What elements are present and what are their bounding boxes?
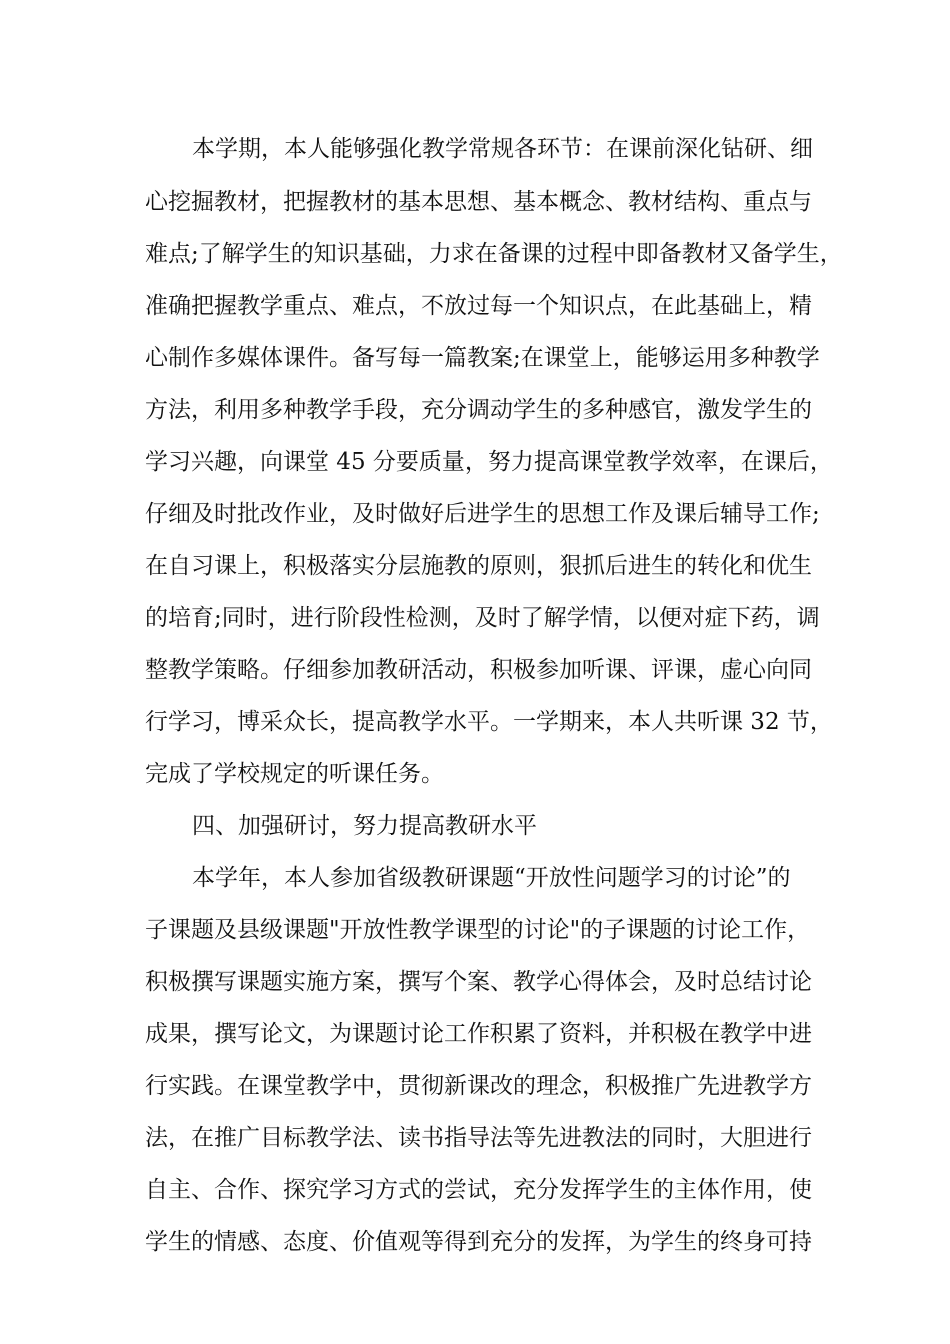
paragraph-line: 在自习课上，积极落实分层施教的原则，狠抓后进生的转化和优生 — [145, 553, 812, 579]
paragraph-line: 本学期，本人能够强化教学常规各环节：在课前深化钻研、细 — [192, 136, 813, 162]
paragraph-line: 完成了学校规定的听课任务。 — [145, 761, 444, 787]
paragraph-line: 学习兴趣，向课堂 45 分要质量，努力提高课堂教学效率，在课后， — [145, 449, 833, 475]
paragraph-line: 法，在推广目标教学法、读书指导法等先进教法的同时，大胆进行 — [145, 1125, 812, 1151]
paragraph-line: 行实践。在课堂教学中，贯彻新课改的理念，积极推广先进教学方 — [145, 1073, 812, 1099]
paragraph-line: 难点;了解学生的知识基础，力求在备课的过程中即备教材又备学生， — [145, 241, 843, 267]
paragraph-line: 本学年，本人参加省级教研课题“开放性问题学习的讨论”的 — [192, 865, 791, 891]
paragraph-line: 行学习，博采众长，提高教学水平。一学期来，本人共听课 32 节， — [145, 709, 833, 735]
paragraph-line: 成果，撰写论文，为课题讨论工作积累了资料，并积极在教学中进 — [145, 1021, 812, 1047]
paragraph-line: 准确把握教学重点、难点，不放过每一个知识点，在此基础上，精 — [145, 293, 812, 319]
paragraph-line: 的培育;同时，进行阶段性检测，及时了解学情，以便对症下药，调 — [145, 605, 820, 631]
paragraph-line: 自主、合作、探究学习方式的尝试，充分发挥学生的主体作用，使 — [145, 1177, 812, 1203]
paragraph-line: 心制作多媒体课件。备写每一篇教案;在课堂上，能够运用多种教学 — [145, 345, 820, 371]
section-heading: 四、加强研讨，努力提高教研水平 — [192, 813, 537, 839]
paragraph-line: 积极撰写课题实施方案，撰写个案、教学心得体会，及时总结讨论 — [145, 969, 812, 995]
paragraph-line: 学生的情感、态度、价值观等得到充分的发挥，为学生的终身可持 — [145, 1229, 812, 1255]
paragraph-line: 方法，利用多种教学手段，充分调动学生的多种感官，激发学生的 — [145, 397, 812, 423]
paragraph-line: 心挖掘教材，把握教材的基本思想、基本概念、教材结构、重点与 — [145, 189, 812, 215]
paragraph-line: 子课题及县级课题"开放性教学课型的讨论"的子课题的讨论工作， — [145, 917, 811, 943]
paragraph-line: 仔细及时批改作业，及时做好后进学生的思想工作及课后辅导工作; — [145, 501, 820, 527]
paragraph-line: 整教学策略。仔细参加教研活动，积极参加听课、评课，虚心向同 — [145, 657, 812, 683]
